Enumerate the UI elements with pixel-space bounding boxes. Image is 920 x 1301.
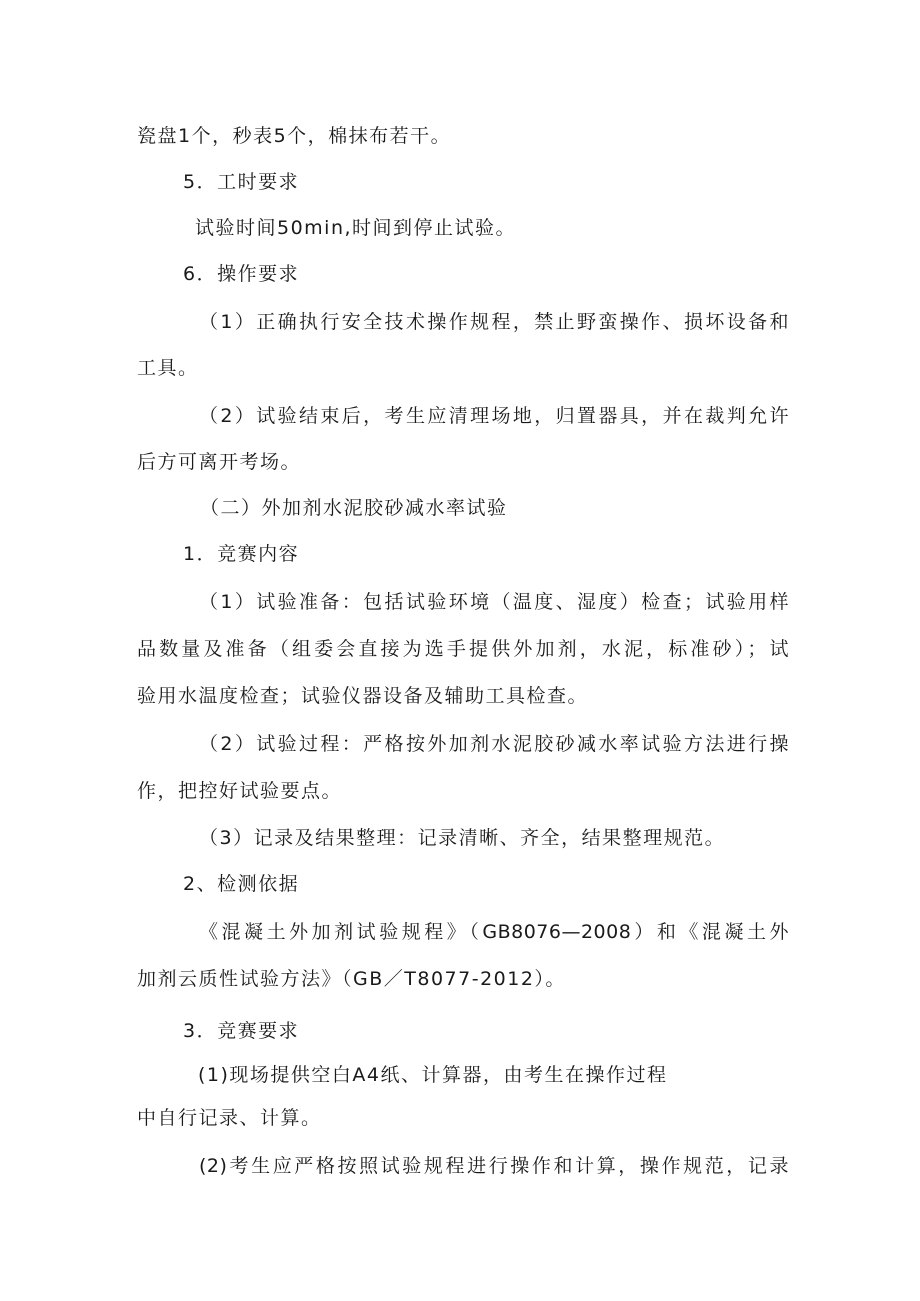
text-line-content-1-end: 验用水温度检查；试验仪器设备及辅助工具检查。 — [137, 685, 589, 707]
text-line-op-req-2: （2）试验结束后，考生应清理场地，归置器具，并在裁判允许 — [199, 405, 789, 427]
heading-time-requirements: 5．工时要求 — [183, 171, 300, 193]
text-line-content-1: （1）试验准备：包括试验环境（温度、湿度）检查；试验用样 — [199, 591, 789, 613]
section-heading-water-reduction: （二）外加剂水泥胶砂减水率试验 — [200, 497, 508, 519]
heading-competition-content: 1．竞赛内容 — [183, 543, 300, 565]
heading-operation-requirements: 6．操作要求 — [183, 263, 300, 285]
text-line-req-1: (1)现场提供空白A4纸、计算器，由考生在操作过程 — [198, 1064, 668, 1086]
text-line-basis-2: 加剂云质性试验方法》（GB／T8077-2012）。 — [137, 968, 566, 990]
heading-competition-requirements: 3．竞赛要求 — [183, 1020, 300, 1042]
text-line-op-req-2-cont: 后方可离开考场。 — [137, 451, 302, 473]
text-line-content-2: （2）试验过程：严格按外加剂水泥胶砂减水率试验方法进行操 — [199, 733, 789, 755]
text-line-content-2-cont: 作，把控好试验要点。 — [137, 780, 343, 802]
text-line-content-3: （3）记录及结果整理：记录清晰、齐全，结果整理规范。 — [199, 827, 726, 849]
text-line-materials: 瓷盘1个，秒表5个，棉抹布若干。 — [137, 125, 452, 147]
text-line-test-time: 试验时间50min,时间到停止试验。 — [195, 217, 517, 239]
text-line-req-2: (2)考生应严格按照试验规程进行操作和计算，操作规范，记录 — [199, 1155, 789, 1177]
text-line-req-1-cont: 中自行记录、计算。 — [137, 1107, 322, 1129]
text-line-content-1-cont: 品数量及准备（组委会直接为选手提供外加剂，水泥，标准砂）；试 — [137, 638, 789, 660]
text-line-op-req-1-cont: 工具。 — [137, 357, 199, 379]
text-line-basis-1: 《混凝土外加剂试验规程》（GB8076—2008）和《混凝土外 — [199, 921, 789, 943]
heading-testing-basis: 2、检测依据 — [183, 873, 300, 895]
text-line-op-req-1: （1）正确执行安全技术操作规程，禁止野蛮操作、损坏设备和 — [199, 311, 789, 333]
